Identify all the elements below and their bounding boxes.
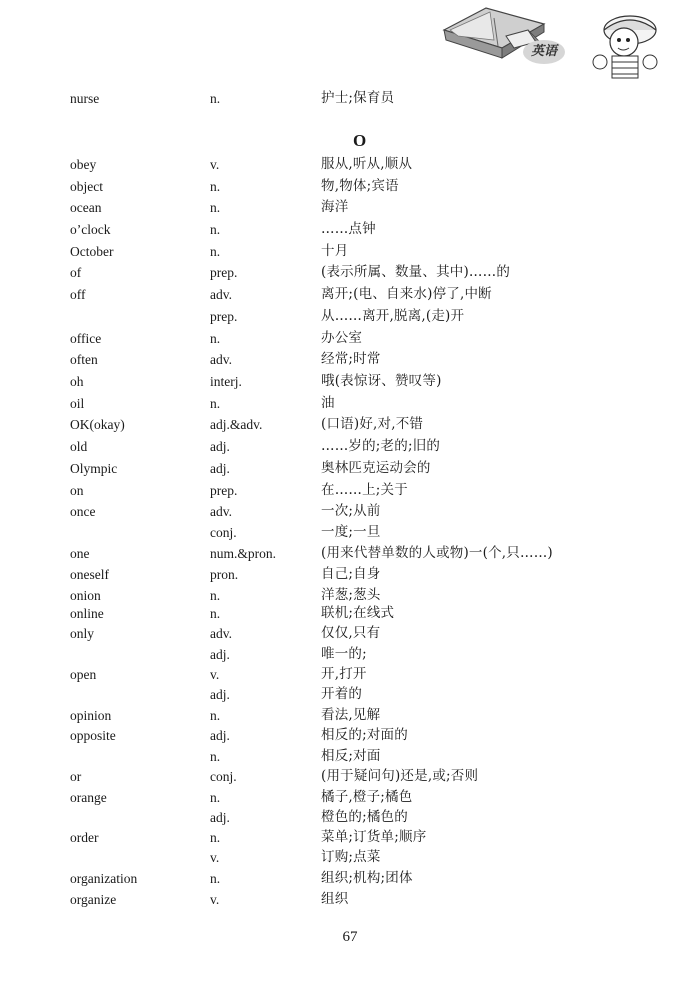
entry-meaning: 橘子,橙子;橘色 [321,789,413,805]
entry-meaning: 开着的 [321,686,363,702]
entry-word: oil [70,396,85,411]
entry-meaning: 唯一的; [321,646,367,662]
entry-word: one [70,546,90,561]
vocabulary-entry [0,219,700,240]
entry-pos: conj. [210,525,237,540]
entry-meaning: 奥林匹克运动会的 [321,460,431,476]
entry-word: order [70,830,99,845]
entry-word: nurse [70,91,100,106]
entry-pos: n. [210,200,221,215]
vocabulary-entry [0,284,700,305]
vocabulary-entry [0,154,700,175]
vocabulary-entry [0,436,700,457]
entry-word: onion [70,588,101,603]
entry-word: old [70,439,88,454]
entry-word: October [70,244,114,259]
entry-pos: v. [210,850,220,865]
entry-meaning: 在……上;关于 [321,482,408,498]
vocabulary-entry [0,241,700,262]
vocabulary-entry [0,623,700,644]
entry-pos: conj. [210,769,237,784]
entry-meaning: 海洋 [321,199,349,215]
entry-pos: adj. [210,461,230,476]
entry-pos: prep. [210,483,238,498]
vocabulary-entry [0,176,700,197]
vocabulary-entry [0,868,700,889]
entry-meaning: 订购;点菜 [321,849,381,865]
entry-pos: adj.&adv. [210,417,263,432]
section-letter: O [353,131,367,150]
entry-pos: n. [210,331,221,346]
entry-meaning: 服从,听从,顺从 [321,156,413,172]
vocabulary-entry [0,725,700,746]
entry-meaning: (口语)好,对,不错 [321,416,424,432]
vocabulary-entry [0,414,700,435]
entry-meaning: 看法,见解 [321,707,381,723]
entry-meaning: (用来代替单数的人或物)一(个,只……) [321,545,553,561]
entry-pos: adv. [210,504,232,519]
entry-pos: prep. [210,309,238,324]
vocabulary-entry [0,501,700,522]
entry-meaning: 联机;在线式 [321,605,395,621]
entry-word: opposite [70,728,116,743]
entry-meaning: ……点钟 [321,221,376,237]
entry-word: opinion [70,708,112,723]
entry-meaning: (表示所属、数量、其中)……的 [321,264,511,280]
entry-word: OK(okay) [70,417,125,432]
entry-pos: n. [210,790,221,805]
entry-word: open [70,667,97,682]
vocabulary-entry [0,603,700,624]
vocabulary-entry [0,262,700,283]
entry-word: orange [70,790,107,805]
entry-pos: adj. [210,728,230,743]
entry-pos: n. [210,606,221,621]
vocabulary-entry [0,349,700,370]
entry-word: ocean [70,200,102,215]
vocabulary-entry [0,787,700,808]
vocabulary-entry [0,393,700,414]
header-illustration [436,0,700,82]
vocabulary-entry [0,746,700,767]
entry-pos: adj. [210,439,230,454]
entry-meaning: 组织;机构;团体 [321,870,413,886]
entry-meaning: 橙色的;橘色的 [321,809,408,825]
entry-pos: v. [210,157,220,172]
entry-meaning: 护士;保育员 [321,90,395,106]
vocabulary-entry [0,664,700,685]
entry-pos: n. [210,708,221,723]
entry-meaning: 经常;时常 [321,351,381,367]
entry-meaning: 开,打开 [321,666,367,682]
vocabulary-entry [0,543,700,564]
entry-word: oneself [70,567,109,582]
vocabulary-entry [0,807,700,828]
entry-word: of [70,265,82,280]
entry-word: office [70,331,102,346]
entry-meaning: 油 [321,395,335,411]
entry-pos: v. [210,667,220,682]
vocabulary-entry [0,847,700,868]
entry-pos: adj. [210,647,230,662]
entry-meaning: ……岁的;老的;旧的 [321,438,441,454]
entry-meaning: 相反的;对面的 [321,727,408,743]
entry-pos: n. [210,91,221,106]
vocabulary-entry [0,328,700,349]
open-book-icon [436,0,700,82]
entry-word: obey [70,157,97,172]
vocabulary-entry [0,480,700,501]
entry-meaning: 哦(表惊讶、赞叹等) [321,373,442,389]
subject-badge: 英语 [523,40,565,64]
vocabulary-entry [0,827,700,848]
entry-pos: n. [210,396,221,411]
entry-word: organization [70,871,138,886]
vocabulary-entry [0,684,700,705]
entry-word: object [70,179,103,194]
entry-meaning: 十月 [321,243,349,259]
entry-word: Olympic [70,461,118,476]
entry-word: online [70,606,104,621]
entry-meaning: 办公室 [321,330,363,346]
entry-pos: n. [210,588,221,603]
entry-meaning: 仅仅,只有 [321,625,381,641]
entry-word: o’clock [70,222,111,237]
entry-meaning: 物,物体;宾语 [321,178,399,194]
entry-pos: interj. [210,374,242,389]
entry-pos: v. [210,892,220,907]
entry-word: oh [70,374,84,389]
entry-pos: n. [210,830,221,845]
entry-meaning: 离开;(电、自来水)停了,中断 [321,286,492,302]
vocabulary-entry [0,371,700,392]
entry-meaning: 菜单;订货单;顺序 [321,829,427,845]
entry-meaning: 一次;从前 [321,503,381,519]
entry-pos: n. [210,749,221,764]
entry-word: once [70,504,96,519]
vocabulary-entry [0,88,700,109]
entry-pos: n. [210,179,221,194]
entry-pos: n. [210,244,221,259]
entry-pos: adv. [210,287,232,302]
vocabulary-entry [0,197,700,218]
entry-word: organize [70,892,117,907]
entry-pos: prep. [210,265,238,280]
entry-word: off [70,287,86,302]
entry-meaning: 自己;自身 [321,566,381,582]
entry-word: on [70,483,84,498]
entry-word: or [70,769,82,784]
vocabulary-entry [0,889,700,910]
entry-meaning: 组织 [321,891,349,907]
vocabulary-entry [0,458,700,479]
entry-meaning: 一度;一旦 [321,524,381,540]
entry-word: often [70,352,98,367]
entry-pos: num.&pron. [210,546,276,561]
vocabulary-entry [0,564,700,585]
entry-pos: adv. [210,626,232,641]
page-number: 67 [342,929,358,945]
vocabulary-entry [0,766,700,787]
vocabulary-entry [0,306,700,327]
entry-pos: adv. [210,352,232,367]
entry-pos: n. [210,222,221,237]
vocabulary-entry [0,522,700,543]
vocabulary-entry [0,644,700,665]
entry-meaning: 相反;对面 [321,748,381,764]
entry-pos: adj. [210,687,230,702]
entry-meaning: 洋葱;葱头 [321,587,381,603]
entry-word: only [70,626,95,641]
cartoon-student-icon [593,16,657,78]
entry-pos: adj. [210,810,230,825]
entry-meaning: (用于疑问句)还是,或;否则 [321,768,479,784]
entry-pos: n. [210,871,221,886]
entry-pos: pron. [210,567,239,582]
entry-meaning: 从……离开,脱离,(走)开 [321,308,465,324]
vocabulary-entry [0,705,700,726]
